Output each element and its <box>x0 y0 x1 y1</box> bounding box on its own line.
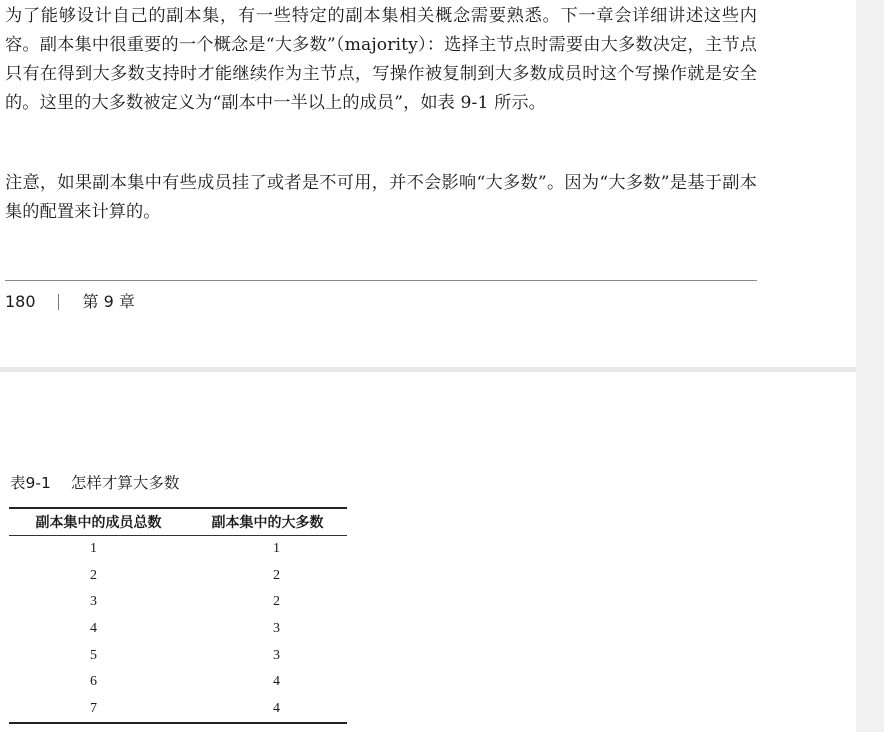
cell-total-members: 4 <box>89 621 97 637</box>
cell-majority: 2 <box>272 567 280 583</box>
chapter-label: 第 9 章 <box>82 292 135 311</box>
page-number: 180 <box>5 292 36 311</box>
table-row <box>9 589 347 616</box>
cell-majority: 1 <box>272 541 280 557</box>
table-header-row <box>9 508 347 536</box>
majority-table <box>9 507 347 724</box>
cell-total-members: 2 <box>89 567 97 583</box>
table-row <box>9 696 347 724</box>
cell-total-members: 7 <box>9 696 188 724</box>
footer-rule <box>5 280 757 281</box>
cell-total-members: 1 <box>89 541 97 557</box>
table-caption-number: 表9-1 <box>10 474 51 492</box>
table-row <box>9 669 347 696</box>
cell-majority: 3 <box>272 647 280 663</box>
cell-majority: 4 <box>272 674 280 690</box>
column-header-majority: 副本集中的大多数 <box>188 508 347 536</box>
footer-separator <box>58 294 59 310</box>
cell-majority: 3 <box>272 621 280 637</box>
page-footer <box>5 288 135 316</box>
body-paragraph: 注意，如果副本集中有些成员挂了或者是不可用，并不会影响“大多数”。因为“大多数”是基于副本集的配置来计算的。 <box>5 173 757 222</box>
cell-total-members: 5 <box>89 647 97 663</box>
page-180 <box>0 0 856 367</box>
column-header-total-members: 副本集中的成员总数 <box>9 508 188 536</box>
table-row <box>9 642 347 669</box>
table-row <box>9 536 347 563</box>
body-paragraph: 为了能够设计自己的副本集，有一些特定的副本集相关概念需要熟悉。下一章会详细讲述这些内容。副本集中很重要的一个概念是“大多数”（majority）：选择主节点时需要由大多数决定，主节点只有在得到大多数支持时才能继续作为主节点，写操作被复制到大多数成员时这个写操作就是安全的。这里的大多数被定义为“副本中一半以上的成员”，如表 9-1 所示。 <box>5 6 757 113</box>
table-caption-title: 怎样才算大多数 <box>70 474 180 492</box>
cell-total-members: 6 <box>89 674 97 690</box>
table-caption <box>10 472 179 494</box>
cell-majority: 4 <box>188 696 347 724</box>
table-row <box>9 563 347 590</box>
cell-majority: 2 <box>272 594 280 610</box>
table-row <box>9 616 347 643</box>
cell-total-members: 3 <box>89 594 97 610</box>
scrollbar-track[interactable] <box>856 0 884 732</box>
